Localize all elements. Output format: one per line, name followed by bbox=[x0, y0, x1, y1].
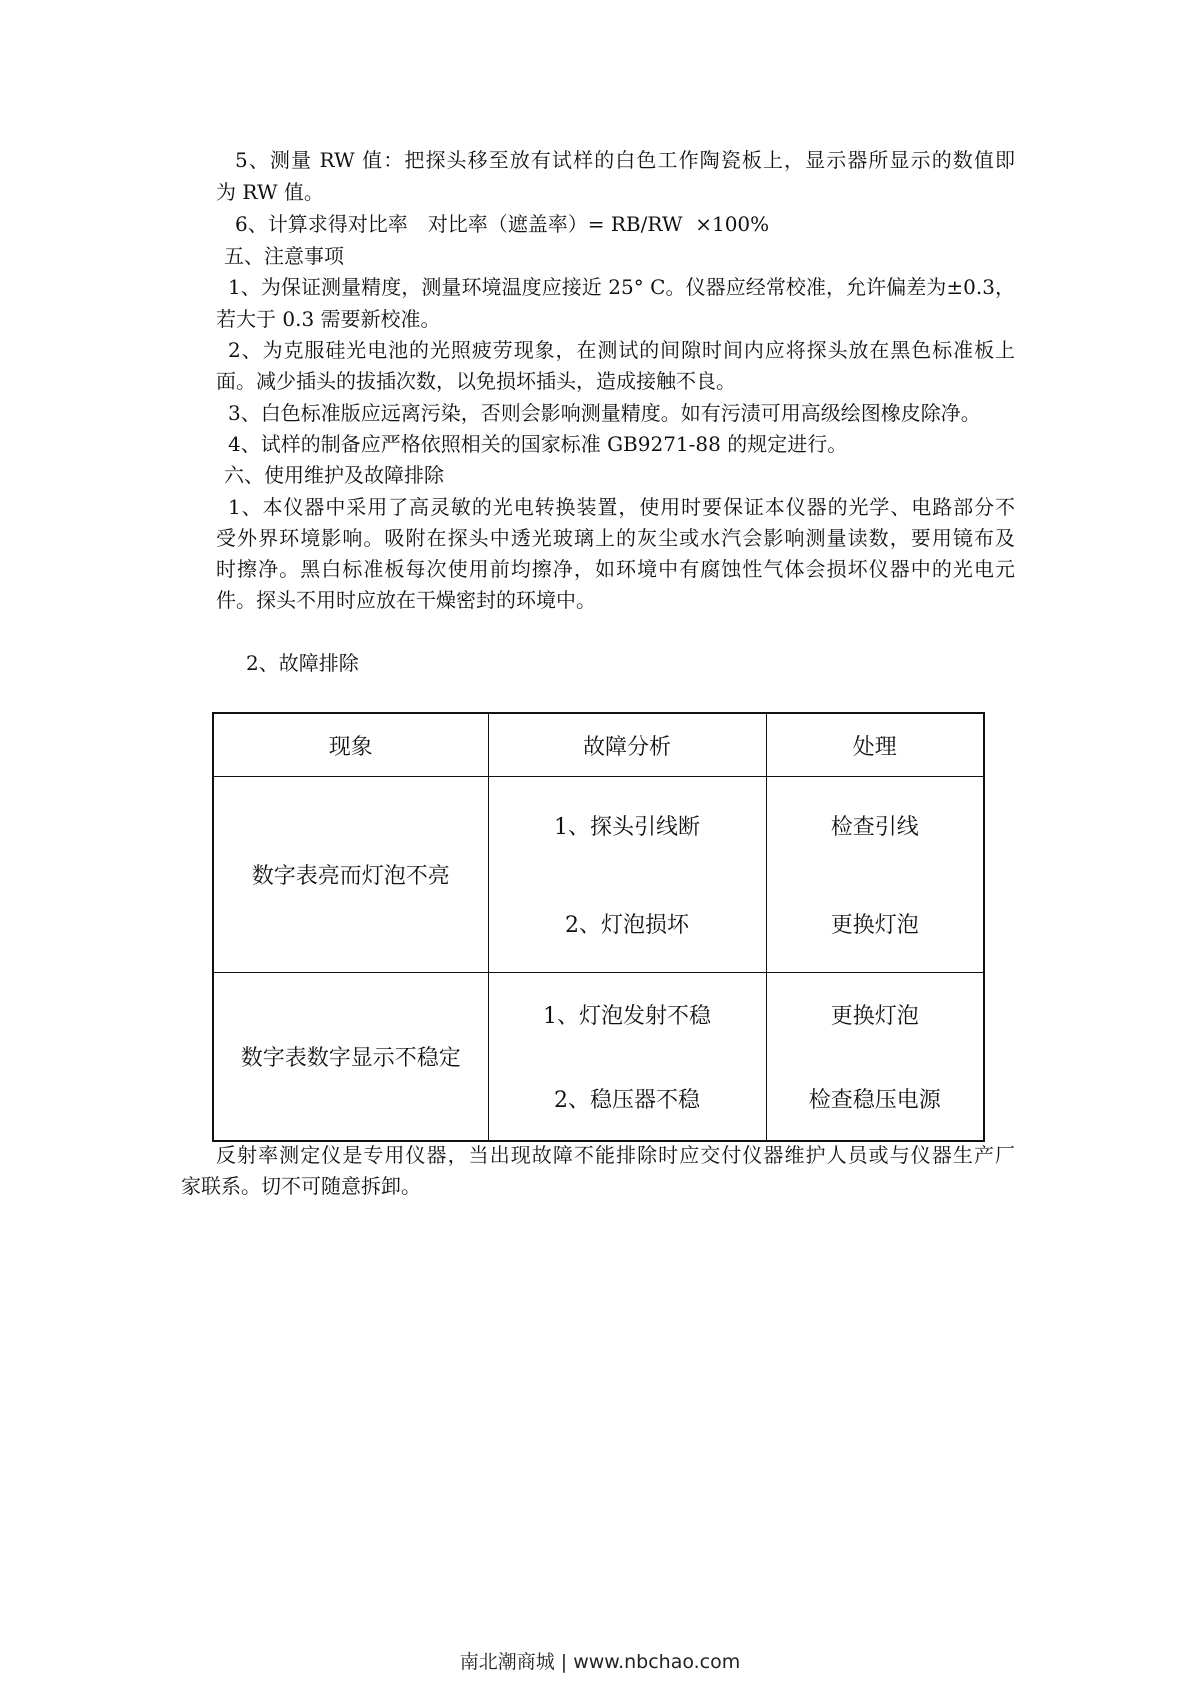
paragraph-line: 面。减少插头的拔插次数，以免损坏插头，造成接触不良。 bbox=[216, 369, 736, 393]
paragraph-line: 1、本仪器中采用了高灵敏的光电转换装置，使用时要保证本仪器的光学、电路部分不 bbox=[228, 495, 1015, 519]
footer-watermark: 南北潮商城 | www.nbchao.com bbox=[459, 1651, 741, 1673]
cause-item: 2、稳压器不稳 bbox=[554, 1087, 700, 1113]
paragraph-line: 1、为保证测量精度，测量环境温度应接近 25° C。仪器应经常校准，允许偏差为±0.3， bbox=[228, 275, 1015, 299]
fix-item: 更换灯泡 bbox=[830, 912, 919, 938]
cause-cell bbox=[488, 973, 766, 1142]
fix-item: 更换灯泡 bbox=[830, 1004, 919, 1030]
paragraph-line: 若大于 0.3 需要新校准。 bbox=[216, 307, 441, 331]
cause-item: 2、灯泡损坏 bbox=[565, 912, 689, 938]
fix-item: 检查引线 bbox=[830, 815, 919, 841]
fix-cell bbox=[766, 973, 984, 1142]
header-symptom: 现象 bbox=[213, 713, 488, 777]
paragraph-line: 为 RW 值。 bbox=[216, 180, 324, 204]
paragraph-line: 5、测量 RW 值：把探头移至放有试样的白色工作陶瓷板上，显示器所显示的数值即 bbox=[235, 148, 1015, 172]
cause-item: 1、探头引线断 bbox=[554, 815, 700, 841]
closing-line: 反射率测定仪是专用仪器，当出现故障不能排除时应交付仪器维护人员或与仪器生产厂 bbox=[216, 1143, 1015, 1167]
section-heading: 六、使用维护及故障排除 bbox=[224, 463, 444, 487]
table-row bbox=[213, 777, 984, 973]
paragraph-line: 受外界环境影响。吸附在探头中透光玻璃上的灰尘或水汽会影响测量读数，要用镜布及 bbox=[216, 526, 1015, 550]
table-row bbox=[213, 973, 984, 1142]
paragraph-line: 时擦净。黑白标准板每次使用前均擦净，如环境中有腐蚀性气体会损坏仪器中的光电元 bbox=[216, 557, 1015, 581]
fix-item: 检查稳压电源 bbox=[808, 1087, 941, 1113]
symptom-cell: 数字表数字显示不稳定 bbox=[213, 973, 488, 1142]
cause-item: 1、灯泡发射不稳 bbox=[543, 1004, 711, 1030]
section-heading: 五、注意事项 bbox=[224, 244, 344, 268]
paragraph-line: 件。探头不用时应放在干燥密封的环境中。 bbox=[216, 588, 596, 612]
troubleshooting-table bbox=[212, 712, 985, 1142]
fix-cell bbox=[766, 777, 984, 973]
header-cause: 故障分析 bbox=[488, 713, 766, 777]
closing-line: 家联系。切不可随意拆卸。 bbox=[181, 1174, 421, 1198]
table-header-row bbox=[213, 713, 984, 777]
cause-cell bbox=[488, 777, 766, 973]
paragraph-line: 6、计算求得对比率 对比率（遮盖率）= RB/RW ×100% bbox=[235, 212, 770, 236]
subsection-heading: 2、故障排除 bbox=[246, 651, 359, 675]
paragraph-line: 3、白色标准版应远离污染，否则会影响测量精度。如有污渍可用高级绘图橡皮除净。 bbox=[228, 401, 981, 425]
paragraph-line: 2、为克服硅光电池的光照疲劳现象，在测试的间隙时间内应将探头放在黑色标准板上 bbox=[228, 338, 1015, 362]
paragraph-line: 4、试样的制备应严格依照相关的国家标准 GB9271-88 的规定进行。 bbox=[228, 432, 848, 456]
symptom-cell: 数字表亮而灯泡不亮 bbox=[213, 777, 488, 973]
header-fix: 处理 bbox=[766, 713, 984, 777]
